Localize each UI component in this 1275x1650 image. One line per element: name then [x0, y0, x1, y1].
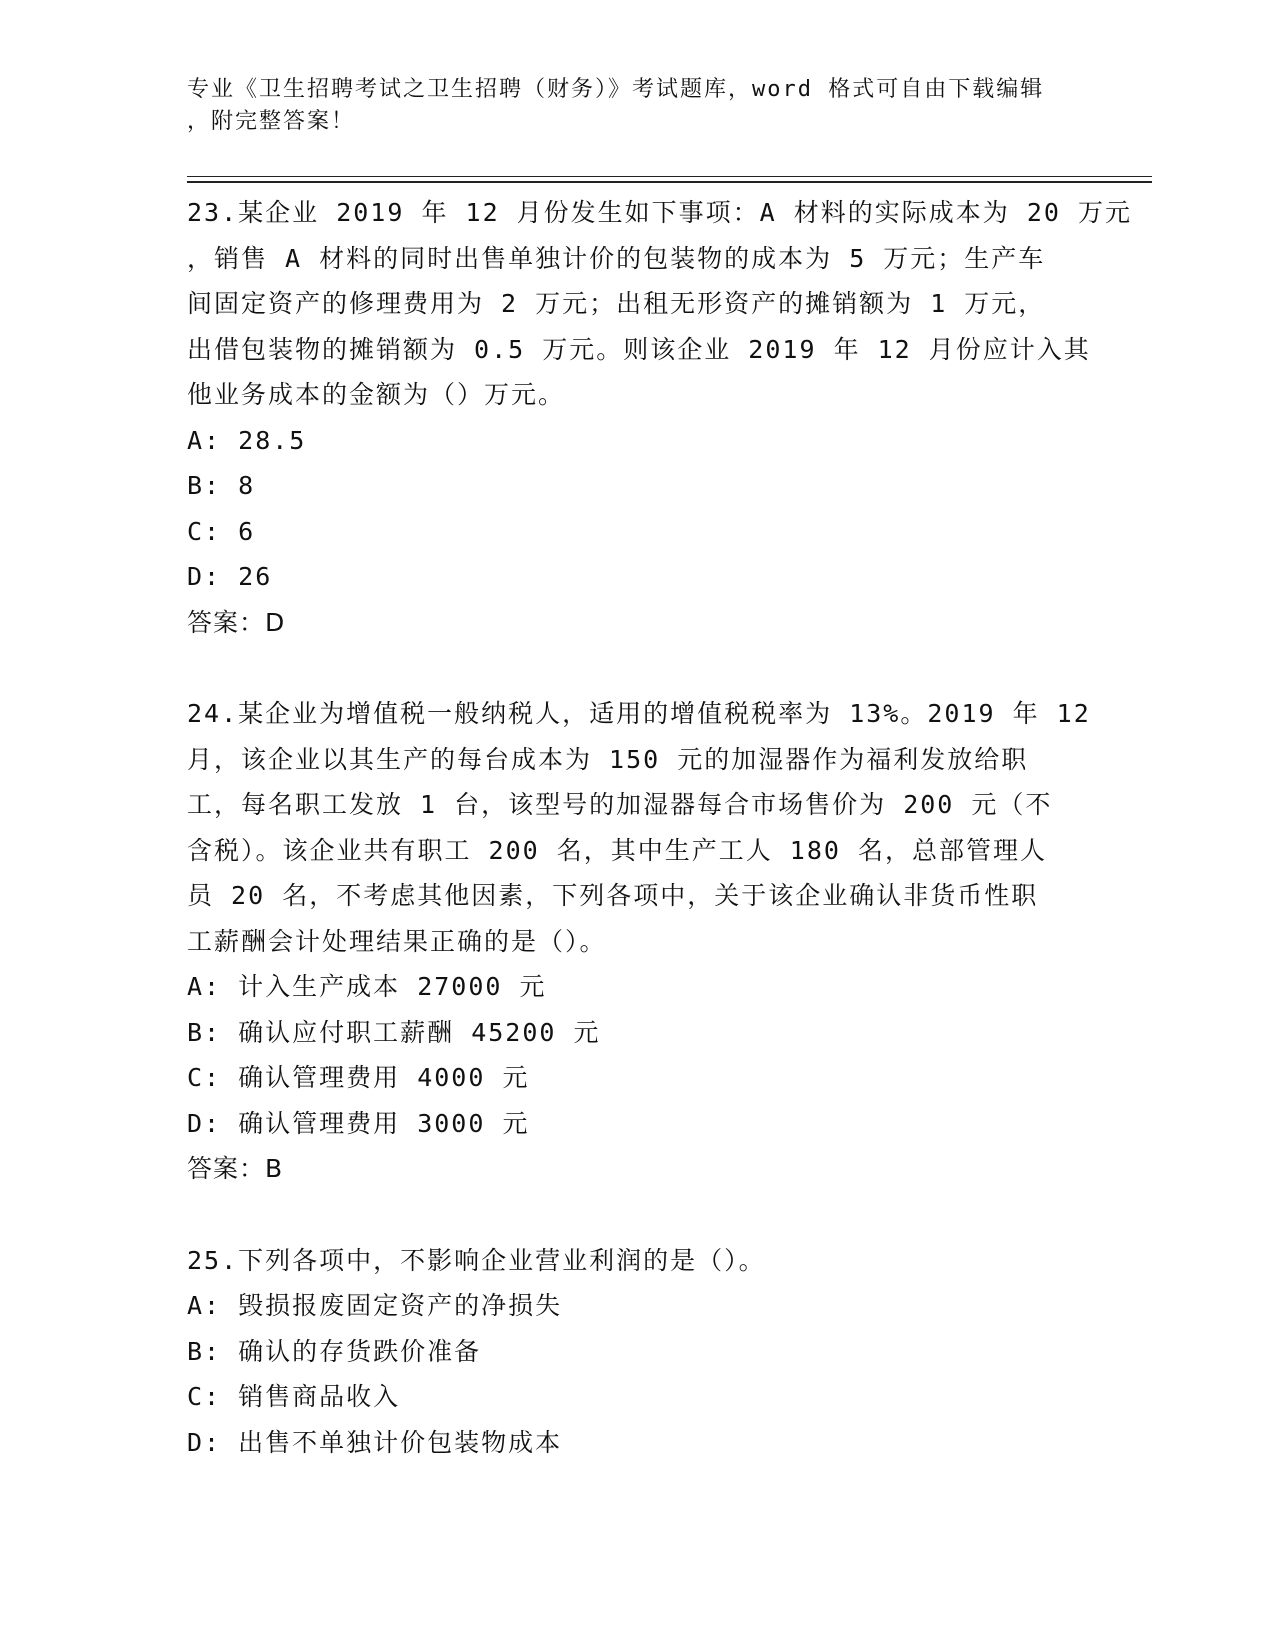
question-text-line: 24.某企业为增值税一般纳税人，适用的增值税税率为 13%。2019 年 12: [187, 699, 1091, 728]
option-d: D: 26: [187, 562, 273, 591]
question-23: [187, 190, 1132, 645]
option-a: A: 28.5: [187, 425, 307, 455]
header-line-1: 专业《卫生招聘考试之卫生招聘（财务）》考试题库，word 格式可自由下载编辑: [187, 77, 1045, 102]
question-spacer: [187, 1192, 1087, 1238]
header-divider-thin: [187, 176, 1152, 177]
question-text-line: 25.下列各项中，不影响企业营业利润的是（）。: [187, 1245, 766, 1275]
option-b: B: 确认的存货跌价准备: [187, 1336, 482, 1366]
question-text-line: 月，该企业以其生产的每台成本为 150 元的加湿器作为福利发放给职: [187, 744, 1029, 774]
question-list: [187, 190, 1132, 1465]
question-text-line: 含税）。该企业共有职工 200 名，其中生产工人 180 名，总部管理人: [187, 835, 1048, 865]
option-a: A: 毁损报废固定资产的净损失: [187, 1291, 563, 1320]
option-b: B: 确认应付职工薪酬 45200 元: [187, 1017, 601, 1047]
question-text-line: 23.某企业 2019 年 12 月份发生如下事项：A 材料的实际成本为 20 万元: [187, 198, 1132, 227]
option-c: C: 6: [187, 516, 256, 546]
question-text-line: 间固定资产的修理费用为 2 万元；出租无形资产的摊销额为 1 万元，: [187, 289, 1046, 318]
option-c: C: 销售商品收入: [187, 1382, 401, 1411]
question-text-line: ，销售 A 材料的同时出售单独计价的包装物的成本为 5 万元；生产车: [187, 243, 1046, 273]
question-text-line: 他业务成本的金额为（）万元。: [187, 380, 566, 409]
option-d: D: 出售不单独计价包装物成本: [187, 1427, 563, 1457]
question-text-line: 出借包装物的摊销额为 0.5 万元。则该企业 2019 年 12 月份应计入其: [187, 334, 1091, 364]
question-25: [187, 1238, 1087, 1466]
question-text-line: 工，每名职工发放 1 台，该型号的加湿器每合市场售价为 200 元（不: [187, 790, 1053, 819]
answer-label: 答案：B: [187, 1154, 284, 1183]
question-text-line: 工薪酬会计处理结果正确的是（）。: [187, 926, 607, 956]
header-divider-thick: [187, 181, 1152, 183]
option-c: C: 确认管理费用 4000 元: [187, 1063, 530, 1092]
document-header: [187, 74, 1087, 138]
question-text-line: 员 20 名，不考虑其他因素，下列各项中，关于该企业确认非货币性职: [187, 881, 1039, 910]
option-d: D: 确认管理费用 3000 元: [187, 1108, 530, 1138]
question-24: [187, 691, 1091, 1192]
option-b: B: 8: [187, 471, 256, 500]
option-a: A: 计入生产成本 27000 元: [187, 972, 547, 1001]
answer-label: 答案：D: [187, 607, 286, 637]
header-line-2: ，附完整答案！: [187, 109, 356, 134]
question-spacer: [187, 645, 1087, 691]
